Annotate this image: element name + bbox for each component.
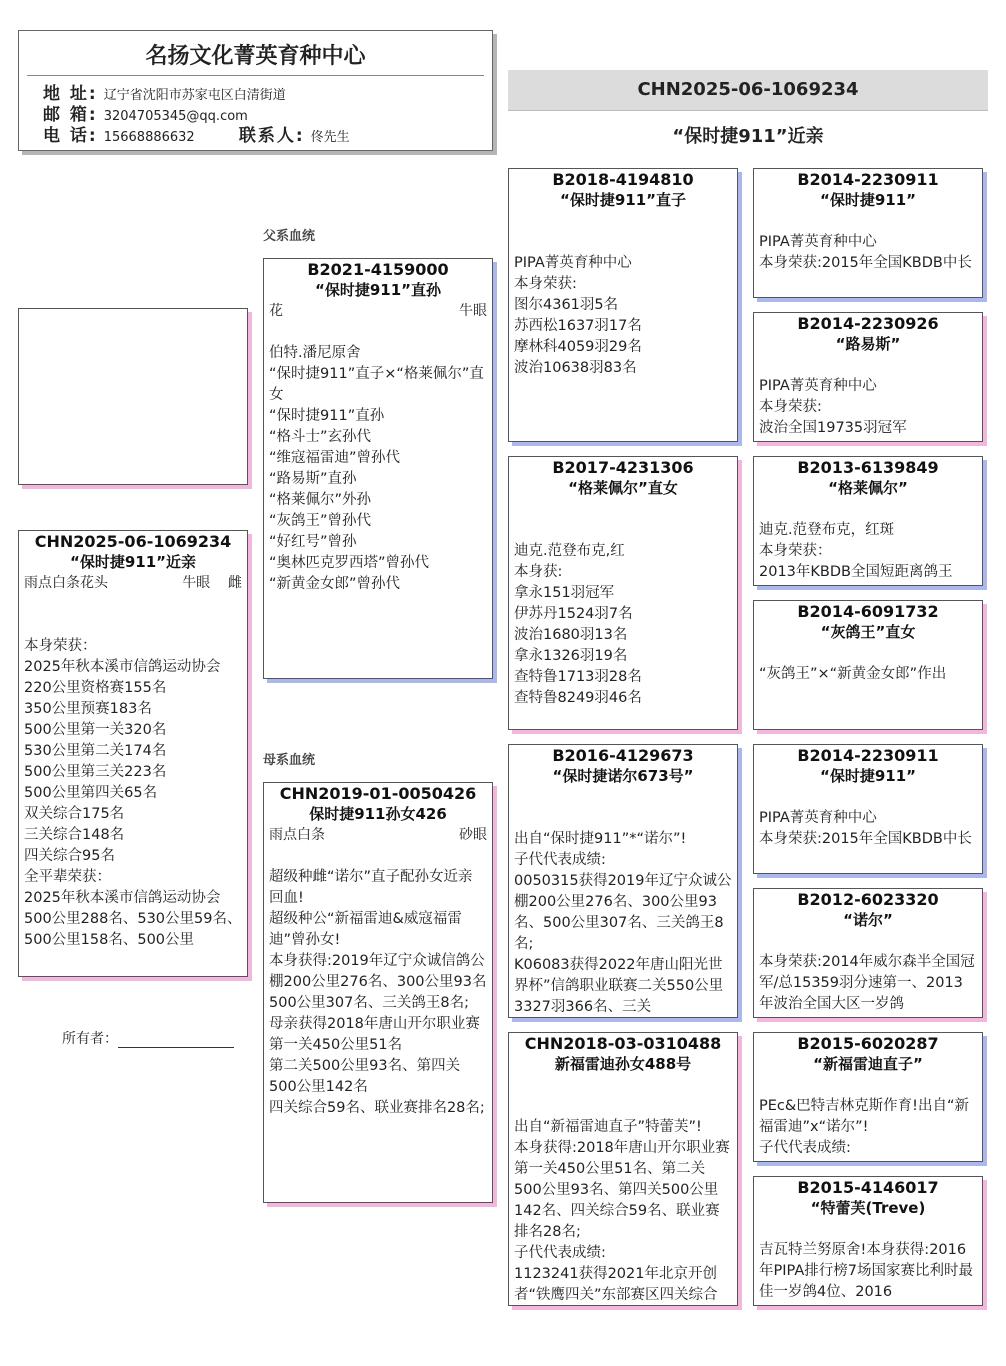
ssd-name: “路易斯”: [835, 335, 901, 353]
dss-details: [754, 808, 982, 850]
detail-line: “格斗士”玄孙代: [269, 429, 372, 445]
detail-line: 查特鲁1713羽28名: [514, 669, 642, 685]
detail-line: 本身荣获:: [514, 276, 577, 292]
detail-line: 子代代表成绩:: [514, 852, 606, 868]
sire-card: [263, 258, 493, 679]
detail-line: 500公里第四关65名: [24, 785, 158, 801]
address-label: 地 址:: [43, 84, 98, 104]
ss-name: “保时捷911”直子: [559, 191, 687, 209]
ds-details: [509, 829, 737, 1018]
detail-line: 图尔4361羽5名: [514, 297, 619, 313]
detail-line: “保时捷911”直孙: [269, 408, 385, 424]
sds-name: “格莱佩尔”: [828, 479, 908, 497]
detail-line: 500公里288名、530公里59名、500公里158名、500公里: [24, 911, 242, 948]
phone-label: 电 话:: [43, 126, 98, 146]
sds-ring: B2013-6139849: [797, 458, 939, 477]
ggp-sds-card: [753, 456, 983, 586]
sss-details: [754, 232, 982, 274]
detail-line: 四关综合59名、联业赛排名28名;: [269, 1100, 485, 1116]
detail-line: 子代代表成绩:: [514, 1245, 606, 1261]
detail-line: 220公里资格赛155名: [24, 680, 167, 696]
detail-line: 530公里第二关174名: [24, 743, 167, 759]
detail-line: 本身获得:2019年辽宁众诚信鸽公棚200公里276名、300公里93名: [269, 953, 487, 990]
dam-name: 保时捷911孙女426: [309, 805, 447, 823]
dam-details: [264, 867, 492, 1119]
detail-line: 迪克.范登布克，红斑: [759, 522, 895, 538]
sire-details: [264, 343, 492, 595]
phone-value: 15668886632: [103, 130, 195, 145]
top-ring-number: CHN2025-06-1069234: [637, 79, 859, 100]
sdd-ring: B2014-6091732: [797, 602, 939, 621]
detail-line: 摩林科4059羽29名: [514, 339, 642, 355]
detail-line: PIPA菁英育种中心: [759, 378, 877, 394]
ss-details: [509, 253, 737, 379]
sire-eye: 牛眼: [459, 303, 487, 319]
ds-ring: B2016-4129673: [552, 746, 694, 765]
owner-row: [62, 1028, 234, 1048]
dam-ring: CHN2019-01-0050426: [279, 784, 477, 803]
detail-line: 2013年KBDB全国短距离鸽王: [759, 564, 953, 580]
detail-line: 出自“新福雷迪直子”特蕾芙”!: [514, 1119, 702, 1135]
ggp-dss-card: [753, 744, 983, 874]
detail-line: 出自“保时捷911”*“诺尔”!: [514, 831, 687, 847]
ss-ring: B2018-4194810: [552, 170, 694, 189]
detail-line: “灰鸽王”曾孙代: [269, 513, 372, 529]
detail-line: 0050315获得2019年辽宁众诚公棚200公里276名、300公里93名、500公里307名、三关鸽王8名;: [514, 873, 732, 952]
detail-line: 第二关500公里93名、第四关500公里142名: [269, 1058, 461, 1095]
sdd-name: “灰鸽王”直女: [820, 623, 916, 641]
detail-line: 本身荣获：: [759, 543, 832, 559]
dam-traits: [264, 825, 492, 846]
detail-line: PIPA菁英育种中心: [759, 234, 877, 250]
address-value: 辽宁省沈阳市苏家屯区白清街道: [103, 88, 286, 103]
top-ring-banner: [508, 70, 988, 111]
detail-line: 波治10638羽83名: [514, 360, 637, 376]
subject-pigeon-card: [18, 530, 248, 977]
dds-ring: B2015-6020287: [797, 1034, 939, 1053]
top-pigeon-name: “保时捷911”近亲: [672, 126, 824, 147]
dds-name: “新福雷迪直子”: [813, 1055, 923, 1073]
detail-line: 四关综合95名: [24, 848, 115, 864]
detail-line: 超级种雌“诺尔”直子配孙女近亲回血!: [269, 869, 473, 906]
ssd-details: [754, 376, 982, 439]
sire-ring: B2021-4159000: [307, 260, 449, 279]
detail-line: 1123241获得2021年北京开创者“铁鹰四关”东部赛区四关综合: [514, 1266, 718, 1303]
detail-line: “好红号”曾孙: [269, 534, 357, 550]
ggp-dsd-card: [753, 888, 983, 1018]
detail-line: 超级种公“新福雷迪&威寇福雷迪”曾孙女!: [269, 911, 462, 948]
dd-ring: CHN2018-03-0310488: [524, 1034, 722, 1053]
dss-ring: B2014-2230911: [797, 746, 939, 765]
dds-details: [754, 1096, 982, 1159]
ddd-name: “特蕾芙(Treve): [810, 1199, 926, 1217]
breeder-header: [18, 30, 493, 151]
dd-name: 新福雷迪孙女488号: [554, 1055, 692, 1073]
detail-line: PEc&巴特吉林克斯作育!出自“新福雷迪”x“诺尔”!: [759, 1098, 970, 1135]
subject-achievements: [19, 636, 247, 951]
detail-line: 本身获:: [514, 564, 563, 580]
detail-line: 伯特.潘尼原舍: [269, 345, 361, 361]
breeder-title: 名扬文化菁英育种中心: [145, 44, 366, 69]
detail-line: 迪克.范登布克,红: [514, 543, 625, 559]
ssd-ring: B2014-2230926: [797, 314, 939, 333]
detail-line: 全平辈荣获：: [24, 869, 111, 885]
dam-sire-card: [508, 744, 738, 1018]
dam-section-label: 母系血统: [263, 753, 316, 768]
dd-details: [509, 1117, 737, 1306]
detail-line: PIPA菁英育种中心: [759, 810, 877, 826]
ggp-sdd-card: [753, 600, 983, 730]
detail-line: 本身荣获:2015年全国KBDB中长: [759, 831, 972, 847]
ds-name: “保时捷诺尔673号”: [552, 767, 694, 785]
detail-line: PIPA菁英育种中心: [514, 255, 632, 271]
contact-value: 佟先生: [310, 130, 350, 145]
dam-card: [263, 782, 493, 1203]
sss-ring: B2014-2230911: [797, 170, 939, 189]
sss-name: “保时捷911”: [819, 191, 917, 209]
dsd-name: “诺尔”: [843, 911, 893, 929]
owner-label: 所有者：: [62, 1031, 118, 1047]
subject-ring: CHN2025-06-1069234: [34, 532, 232, 551]
detail-line: 双关综合175名: [24, 806, 125, 822]
email-label: 邮 箱:: [43, 105, 98, 125]
detail-line: 子代代表成绩:: [759, 1140, 851, 1156]
detail-line: 本身荣获:2014年威尔森半全国冠军/总15359羽分速第一、2013年波治全国大区一岁鸽: [759, 954, 975, 1012]
ggp-ddd-card: [753, 1176, 983, 1306]
ggp-sss-card: [753, 168, 983, 298]
pigeon-photo-frame: [18, 308, 248, 485]
detail-line: “格莱佩尔”外孙: [269, 492, 372, 508]
sire-traits: [264, 301, 492, 322]
detail-line: 吉瓦特兰努原舍!本身获得:2016年PIPA排行榜7场国家赛比利时最佳一岁鸽4位、2016: [759, 1242, 973, 1300]
detail-line: “新黄金女郎”曾孙代: [269, 576, 401, 592]
detail-line: 母亲获得2018年唐山开尔职业赛第一关450公里51名: [269, 1016, 480, 1053]
dam-eye: 砂眼: [459, 827, 487, 843]
dss-name: “保时捷911”: [819, 767, 917, 785]
ddd-ring: B2015-4146017: [797, 1178, 939, 1197]
detail-line: 本身荣获:: [759, 399, 822, 415]
detail-line: “维寇福雷迪”曾孙代: [269, 450, 401, 466]
ggp-dds-card: [753, 1032, 983, 1162]
detail-line: 拿永151羽冠军: [514, 585, 615, 601]
detail-line: 本身荣获：: [24, 638, 97, 654]
detail-line: 500公里第一关320名: [24, 722, 167, 738]
sd-details: [509, 541, 737, 709]
detail-line: “奥林匹克罗西塔”曾孙代: [269, 555, 430, 571]
dam-dam-card: [508, 1032, 738, 1306]
dam-color: 雨点白条: [269, 827, 325, 843]
ddd-details: [754, 1240, 982, 1303]
detail-line: 波治1680羽13名: [514, 627, 628, 643]
email-row: [43, 106, 248, 126]
subject-traits: [19, 573, 247, 594]
detail-line: 查特鲁8249羽46名: [514, 690, 642, 706]
detail-line: 本身获得:2018年唐山开尔职业赛第一关450公里51名、第二关500公里93名、第四关500公里142名、四关综合59名、联业赛排名28名;: [514, 1140, 730, 1240]
sire-section-label: 父系血统: [263, 229, 316, 244]
owner-blank-line[interactable]: [118, 1033, 234, 1048]
detail-line: “保时捷911”直子×“格莱佩尔”直女: [269, 366, 484, 403]
detail-line: 500公里第三关223名: [24, 764, 167, 780]
sire-color: 花: [269, 303, 283, 319]
subject-sex: 雌: [228, 575, 242, 591]
detail-line: 2025年秋本溪市信鸽运动协会: [24, 890, 221, 906]
sire-dam-card: [508, 456, 738, 730]
detail-line: 拿永1326羽19名: [514, 648, 628, 664]
detail-line: 波治全国19735羽冠军: [759, 420, 907, 436]
ggp-ssd-card: [753, 312, 983, 442]
detail-line: “路易斯”直孙: [269, 471, 357, 487]
detail-line: 350公里预赛183名: [24, 701, 152, 717]
header-divider: [27, 75, 484, 76]
detail-line: 伊苏丹1524羽7名: [514, 606, 633, 622]
detail-line: “灰鸽王”×“新黄金女郎”作出: [759, 666, 947, 682]
subject-color: 雨点白条花头: [24, 575, 108, 591]
detail-line: 500公里307名、三关鸽王8名;: [269, 995, 469, 1011]
dsd-details: [754, 952, 982, 1015]
sdd-details: [754, 664, 982, 685]
sire-sire-card: [508, 168, 738, 442]
dsd-ring: B2012-6023320: [797, 890, 939, 909]
address-row: [43, 85, 286, 105]
detail-line: 苏西松1637羽17名: [514, 318, 642, 334]
contact-label: 联系人:: [238, 126, 305, 146]
subject-eye: 牛眼: [182, 575, 211, 591]
detail-line: 2025年秋本溪市信鸽运动协会: [24, 659, 221, 675]
detail-line: 本身荣获:2015年全国KBDB中长: [759, 255, 972, 271]
sd-name: “格莱佩尔”直女: [568, 479, 678, 497]
email-value: 3204705345@qq.com: [103, 109, 248, 124]
sds-details: [754, 520, 982, 583]
subject-name: “保时捷911”近亲: [69, 553, 197, 571]
detail-line: 三关综合148名: [24, 827, 125, 843]
phone-row: [43, 127, 350, 147]
detail-line: K06083获得2022年唐山阳光世界杯”信鸽职业联赛二关550公里3327羽366名、三关: [514, 957, 724, 1015]
sire-name: “保时捷911”直孙: [314, 281, 442, 299]
sd-ring: B2017-4231306: [552, 458, 694, 477]
